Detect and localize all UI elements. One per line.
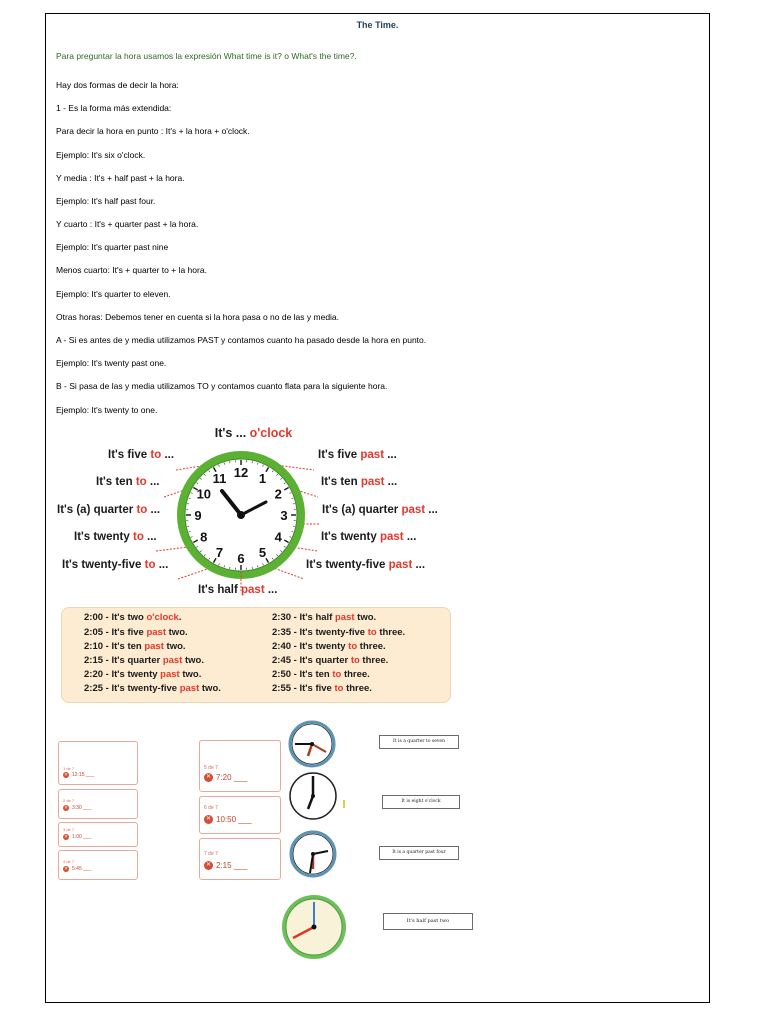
card-number: 3 de 7: [63, 827, 75, 832]
card-number: 5 de 7: [204, 765, 218, 771]
cursor-marker: [343, 800, 345, 808]
wrong-icon: ✕: [64, 772, 68, 777]
card-number: 7 de 7: [204, 851, 218, 857]
intro-text: Para preguntar la hora usamos la expresión: [56, 51, 222, 61]
document-page: [45, 13, 710, 1003]
table-row: 2:20 - It's twenty past two.: [84, 669, 202, 680]
wrong-icon: ✕: [64, 805, 68, 810]
card-answer: ✕ 10:50 ___: [205, 815, 252, 824]
body-line: Otras horas: Debemos tener en cuenta si la hora pasa o no de las y media.: [56, 312, 340, 322]
clock-eight-oclock: [286, 771, 346, 821]
label-twenty-past: It's twenty past ...: [321, 531, 417, 543]
body-line: Y cuarto : It's + quarter past + la hora.: [56, 219, 199, 229]
exercise-card: [58, 850, 138, 880]
table-row: 2:55 - It's five to three.: [272, 683, 372, 694]
table-row: 2:05 - It's five past two.: [84, 627, 188, 638]
wrong-icon: ✕: [205, 862, 212, 868]
body-line: Para decir la hora en punto : It's + la hora + o'clock.: [56, 126, 250, 136]
exercise-card: [199, 796, 281, 834]
answer-box: It is a quarter past four: [379, 846, 459, 860]
clock-number: 8: [200, 529, 208, 545]
clock-quarter-past-four: [286, 829, 346, 879]
time-poster: [56, 424, 451, 714]
body-line: 1 - Es la forma más extendida:: [56, 103, 172, 113]
card-answer: ✕ 1:00 ___: [64, 834, 92, 840]
time-examples-table: [61, 607, 451, 703]
clock-number: 7: [215, 545, 224, 561]
label-ten-past: It's ten past ...: [321, 476, 398, 488]
clock-number: 11: [212, 470, 227, 486]
body-line: Ejemplo: It's twenty past one.: [56, 358, 167, 368]
card-number: 2 de 7: [63, 798, 75, 803]
intro-conjunction: o: [284, 51, 289, 61]
label-twenty-to: It's twenty to ...: [74, 531, 157, 543]
label-half-past: It's half past ...: [198, 584, 278, 596]
clock-number: 9: [194, 508, 202, 523]
exercise-card: [199, 838, 281, 880]
table-row: 2:15 - It's quarter past two.: [84, 655, 204, 666]
body-line: B - Si pasa de las y media utilizamos TO y contamos cuanto flata para la siguiente hora.: [56, 381, 388, 391]
clock-number: 12: [233, 465, 249, 480]
body-line: A - Si es antes de y media utilizamos PAST y contamos cuanto ha pasado desde la hora en punto.: [56, 335, 427, 345]
label-five-past: It's five past ...: [318, 449, 397, 461]
clock-number: 4: [274, 529, 282, 545]
answer-box: It is a quarter to seven: [379, 735, 459, 749]
exercise-card: [58, 822, 138, 847]
card-answer: ✕ 7:20 ___: [205, 773, 248, 782]
label-quarter-past: It's (a) quarter past ...: [322, 504, 438, 516]
card-answer: ✕ 3:30 ___: [64, 805, 92, 811]
label-ten-to: It's ten to ...: [96, 476, 160, 488]
table-row: 2:35 - It's twenty-five to three.: [272, 627, 406, 638]
table-row: 2:10 - It's ten past two.: [84, 641, 186, 652]
table-row: 2:25 - It's twenty-five past two.: [84, 683, 221, 694]
exercise-card: [58, 789, 138, 819]
card-number: 4 de 7: [63, 859, 75, 864]
body-line: Hay dos formas de decir la hora:: [56, 80, 179, 90]
clock-number: 6: [237, 551, 245, 566]
clock-number: 10: [196, 486, 212, 502]
label-quarter-to: It's (a) quarter to ...: [57, 504, 161, 516]
table-row: 2:40 - It's twenty to three.: [272, 641, 386, 652]
intro-expression-2: What's the time?.: [291, 51, 357, 61]
clock-number: 2: [274, 486, 282, 502]
body-line: Ejemplo: It's quarter past nine: [56, 242, 169, 252]
wrong-icon: ✕: [64, 834, 68, 839]
label-twenty-five-to: It's twenty-five to ...: [62, 559, 169, 571]
intro-expression-1: What time is it?: [223, 51, 282, 61]
label-five-to: It's five to ...: [108, 449, 175, 461]
card-number: 6 de 7: [204, 805, 218, 811]
body-line: Y media : It's + half past + la hora.: [56, 173, 185, 183]
answer-box: It is eight o'clock: [382, 795, 460, 809]
intro-line: [56, 51, 357, 61]
page-title: The Time.: [356, 20, 399, 30]
clock-number: 3: [280, 508, 288, 523]
table-row: 2:30 - It's half past two.: [272, 612, 377, 623]
wrong-icon: ✕: [205, 816, 212, 822]
exercise-card: [199, 740, 281, 792]
body-line: Ejemplo: It's twenty to one.: [56, 405, 158, 415]
label-twenty-five-past: It's twenty-five past ...: [306, 559, 426, 571]
card-answer: ✕ 5:45 ___: [64, 866, 92, 872]
body-line: Ejemplo: It's half past four.: [56, 196, 156, 206]
wrong-icon: ✕: [64, 866, 68, 871]
body-line: Ejemplo: It's six o'clock.: [56, 150, 146, 160]
clock-half-past-two: [281, 892, 351, 964]
clock-number: 5: [258, 545, 267, 561]
body-line: Menos cuarto: It's + quarter to + la hora.: [56, 265, 207, 275]
clock-quarter-to-seven: [286, 719, 346, 769]
table-row: 2:45 - It's quarter to three.: [272, 655, 389, 666]
card-answer: ✕ 2:15 ___: [205, 861, 248, 870]
poster-header: It's ... o'clock: [214, 426, 293, 440]
card-number: 1 de 7: [63, 766, 75, 771]
clock-number: 1: [258, 470, 267, 486]
table-row: 2:50 - It's ten to three.: [272, 669, 370, 680]
answer-box: It's half past two: [383, 913, 473, 930]
card-answer: ✕ 12:15 ___: [64, 772, 95, 778]
body-line: Ejemplo: It's quarter to eleven.: [56, 289, 171, 299]
wrong-icon: ✕: [205, 774, 212, 780]
table-row: 2:00 - It's two o'clock.: [84, 612, 182, 623]
exercise-card: [58, 741, 138, 785]
